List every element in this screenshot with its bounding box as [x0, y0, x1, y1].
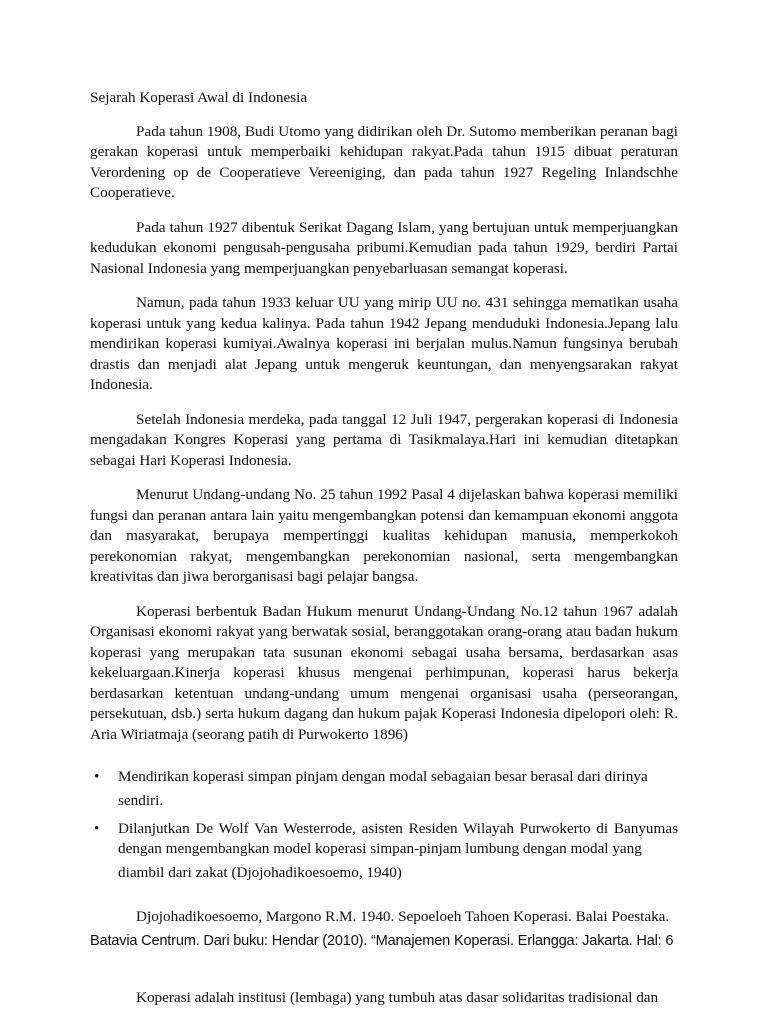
list-item-text-tail: sendiri. — [118, 791, 164, 809]
reference-line: Djojohadikoesoemo, Margono R.M. 1940. Sepoeloeh Tahoen Koperasi. Balai Poestaka. — [136, 907, 670, 925]
reference-line: Batavia Centrum. Dari buku: Hendar (2010). “Manajemen Koperasi. Erlangga: Jakarta. Hal: 6 — [90, 933, 674, 949]
list-item — [90, 767, 678, 813]
paragraph: Pada tahun 1927 dibentuk Serikat Dagang Islam, yang bertujuan untuk memperjuangkan kedudukan ekonomi pengusah-pengusaha pribumi.Kemudian pada tahun 1929, berdiri Partai Nasional Indonesia yang memperjuangkan penyebarluasan semangat koperasi. — [90, 218, 678, 277]
bullet-list — [90, 767, 678, 885]
list-item-text: Mendirikan koperasi simpan pinjam dengan modal sebagaian besar berasal dari dirinya — [118, 768, 648, 785]
paragraph: Koperasi adalah institusi (lembaga) yang tumbuh atas dasar solidaritas tradisional dan — [136, 988, 659, 1006]
list-item — [90, 819, 678, 885]
list-item-text: Dilanjutkan De Wolf Van Westerrode, asisten Residen Wilayah Purwokerto di Banyumas dengan mengembangkan model koperasi simpan-pinjam lumbung dengan modal yang — [118, 819, 678, 857]
list-item-text-tail: diambil dari zakat (Djojohadikoesoemo, 1940) — [118, 863, 402, 881]
paragraph: Menurut Undang-undang No. 25 tahun 1992 Pasal 4 dijelaskan bahwa koperasi memiliki fungsi dan peranan antara lain yaitu mengembangkan potensi dan kemampuan ekonomi anggota dan masyarakat, berupaya mempertinggi kualitas kehidupan manusia, memperkokoh perekonomian rakyat, mengembangkan perekonomian nasional, serta mengembangkan kreativitas dan jiwa berorganisasi bagi pelajar bangsa. — [90, 486, 678, 585]
bullet-icon: • — [94, 819, 100, 837]
paragraph: Koperasi berbentuk Badan Hukum menurut Undang-Undang No.12 tahun 1967 adalah Organisasi ekonomi rakyat yang berwatak sosial, beranggotakan orang-orang atau badan hukum koperasi yang merupakan tata susunan ekonomi sebagai usaha bersama, berdasarkan asas kekeluargaan.Kinerja koperasi khusus mengenai perhimpunan, koperasi harus bekerja berdasarkan ketentuan undang-undang umum mengenai organisasi usaha (perseorangan, persekutuan, dsb.) serta hukum dagang dan hukum pajak Koperasi Indonesia dipelopori oleh: R. Aria Wiriatmaja (seorang patih di Purwokerto 1896) — [90, 602, 678, 743]
paragraph: Pada tahun 1908, Budi Utomo yang didirikan oleh Dr. Sutomo memberikan peranan bagi gerakan koperasi untuk memperbaiki kehidupan rakyat.Pada tahun 1915 dibuat peraturan Verordening op de Cooperatieve Vereeniging, dan pada tahun 1927 Regeling Inlandschhe Cooperatieve. — [90, 122, 678, 201]
paragraph: Setelah Indonesia merdeka, pada tanggal 12 Juli 1947, pergerakan koperasi di Indonesia mengadakan Kongres Koperasi yang pertama di Tasikmalaya.Hari ini kemudian ditetapkan sebagai Hari Koperasi Indonesia. — [90, 410, 678, 469]
document-page — [90, 88, 678, 1023]
bullet-icon: • — [94, 768, 100, 785]
document-title: Sejarah Koperasi Awal di Indonesia — [90, 89, 308, 106]
paragraph: Namun, pada tahun 1933 keluar UU yang mirip UU no. 431 sehingga mematikan usaha koperasi untuk yang kedua kalinya. Pada tahun 1942 Jepang menduduki Indonesia.Jepang lalu mendirikan koperasi kumiyai.Awalnya koperasi ini berjalan mulus.Namun fungsinya berubah drastis dan menjadi alat Jepang untuk mengeruk keuntungan, dan menyengsarakan rakyat Indonesia. — [90, 294, 678, 393]
